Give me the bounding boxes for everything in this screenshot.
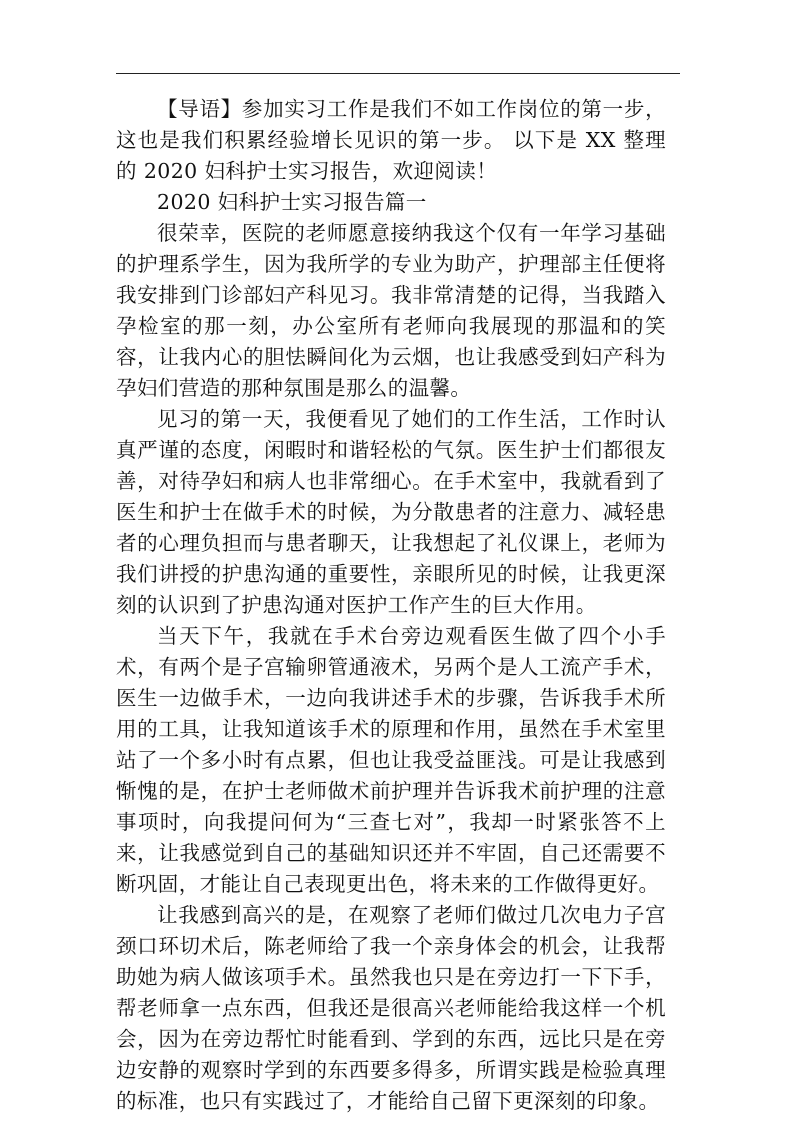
section-title: 2020 妇科护士实习报告篇一 <box>157 190 427 214</box>
body-paragraph-1: 很荣幸，医院的老师愿意接纳我这个仅有一年学习基础的护理系学生，因为我所学的专业为助产，护理部主任便将我安排到门诊部妇产科见习。我非常清楚的记得，当我踏入孕检室的那一刻，办公室所有老师向我展现的那温和的笑容，让我内心的胆怯瞬间化为云烟，也让我感受到妇产科为孕妇们营造的那种氛围是那么的温馨。 <box>116 221 666 400</box>
document-body <box>116 94 666 1117</box>
body-paragraph-4: 让我感到高兴的是，在观察了老师们做过几次电力子宫颈口环切术后，陈老师给了我一个亲身体会的机会，让我帮助她为病人做该项手术。虽然我也只是在旁边打一下下手，帮老师拿一点东西，但我还是很高兴老师能给我这样一个机会，因为在旁边帮忙时能看到、学到的东西，远比只是在旁边安静的观察时学到的东西要多得多，所谓实践是检验真理的标准，也只有实践过了，才能给自己留下更深刻的印象。 <box>116 903 666 1113</box>
header-rule <box>116 73 680 74</box>
intro-paragraph: 【导语】参加实习工作是我们不如工作岗位的第一步，这也是我们积累经验增长见识的第一步。 以下是 XX 整理的 2020 妇科护士实习报告，欢迎阅读！ <box>116 97 666 183</box>
body-paragraph-2: 见习的第一天，我便看见了她们的工作生活，工作时认真严谨的态度，闲暇时和谐轻松的气氛。医生护士们都很友善，对待孕妇和病人也非常细心。在手术室中，我就看到了医生和护士在做手术的时候，为分散患者的注意力、减轻患者的心理负担而与患者聊天，让我想起了礼仪课上，老师为我们讲授的护患沟通的重要性，亲眼所见的时候，让我更深刻的认识到了护患沟通对医护工作产生的巨大作用。 <box>116 407 666 617</box>
body-paragraph-3: 当天下午，我就在手术台旁边观看医生做了四个小手术，有两个是子宫输卵管通液术，另两个是人工流产手术，医生一边做手术，一边向我讲述手术的步骤，告诉我手术所用的工具，让我知道该手术的原理和作用，虽然在手术室里站了一个多小时有点累，但也让我受益匪浅。可是让我感到惭愧的是，在护士老师做术前护理并告诉我术前护理的注意事项时，向我提问何为“三查七对”，我却一时紧张答不上来，让我感觉到自己的基础知识还并不牢固，自己还需要不断巩固，才能让自己表现更出色，将未来的工作做得更好。 <box>116 624 666 896</box>
